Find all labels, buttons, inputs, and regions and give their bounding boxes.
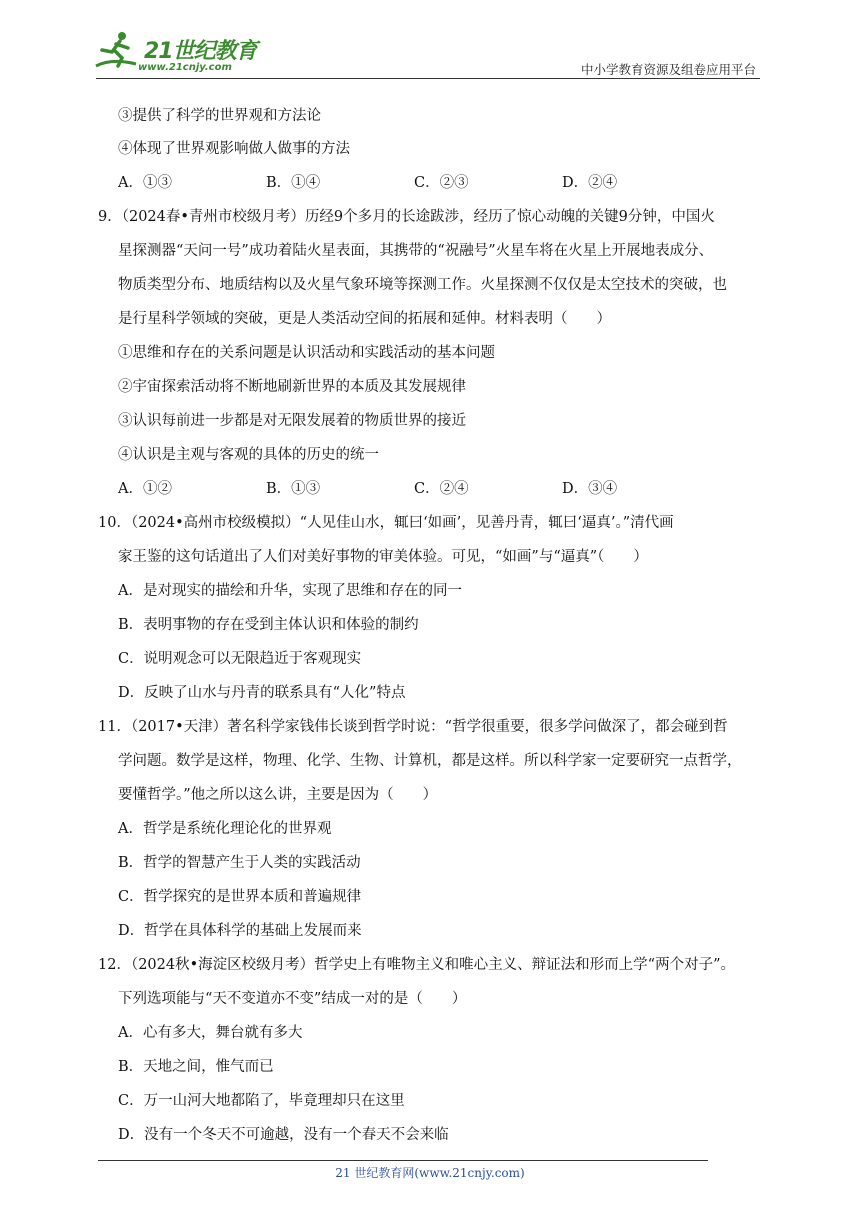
platform-title: 中小学教育资源及组卷应用平台 xyxy=(580,62,756,77)
option-d: D．②④ xyxy=(562,175,618,191)
option-d: D．③④ xyxy=(562,481,618,497)
statement-1: ①思维和存在的关系问题是认识活动和实践活动的基本问题 xyxy=(118,345,495,361)
option-b: B．①③ xyxy=(266,481,321,497)
footer-link[interactable]: 21 世纪教育网(www.21cnjy.com) xyxy=(335,1166,525,1180)
option-c: C．万一山河大地都陷了，毕竟理却只在这里 xyxy=(118,1093,405,1109)
text-line: ③提供了科学的世界观和方法论 xyxy=(118,108,321,124)
question-12-stem: 12．（2024秋•海淀区校级月考）哲学史上有唯物主义和唯心主义、辩证法和形而上学“两个对子”。 xyxy=(98,957,735,973)
question-10-stem: 10．（2024•高州市校级模拟）“人见佳山水，辄曰‘如画’，见善丹青，辄曰‘逼真’。”清代画 xyxy=(98,515,674,531)
text-line: 家王鉴的这句话道出了人们对美好事物的审美体验。可见，“如画”与“逼真”（ ） xyxy=(118,549,648,565)
header-divider xyxy=(96,78,760,79)
text-line: 物质类型分布、地质结构以及火星气象环境等探测工作。火星探测不仅仅是太空技术的突破，也 xyxy=(118,277,727,293)
statement-3: ③认识每前进一步都是对无限发展着的物质世界的接近 xyxy=(118,413,466,429)
option-b: B．天地之间，惟气而已 xyxy=(118,1059,274,1075)
option-c: C．②③ xyxy=(414,175,469,191)
option-a: A．①③ xyxy=(118,175,172,191)
option-a: A．哲学是系统化理论化的世界观 xyxy=(118,821,332,837)
text-line: 星探测器“天问一号”成功着陆火星表面，其携带的“祝融号”火星车将在火星上开展地表成分、 xyxy=(118,243,714,259)
text-line: 是行星科学领域的突破，更是人类活动空间的拓展和延伸。材料表明（ ） xyxy=(118,311,611,327)
text-line: 要懂哲学。”他之所以这么讲，主要是因为（ ） xyxy=(118,787,438,803)
option-b: B．表明事物的存在受到主体认识和体验的制约 xyxy=(118,617,419,633)
text-line: 学问题。数学是这样，物理、化学、生物、计算机，都是这样。所以科学家一定要研究一点哲学， xyxy=(118,753,742,769)
question-11-stem: 11．（2017•天津）著名科学家钱伟长谈到哲学时说：“哲学很重要，很多学问做深了，都会碰到哲 xyxy=(98,719,728,735)
option-b: B．①④ xyxy=(266,175,321,191)
site-logo xyxy=(92,28,262,78)
runner-logo-icon xyxy=(92,28,142,72)
option-d: D．哲学在具体科学的基础上发展而来 xyxy=(118,923,362,939)
logo-url: www.21cnjy.com xyxy=(138,62,232,73)
question-9-stem: 9．（2024春•青州市校级月考）历经9个多月的长途跋涉，经历了惊心动魄的关键9分钟，中国火 xyxy=(98,209,715,225)
option-a: A．①② xyxy=(118,481,172,497)
text-line: 下列选项能与“天不变道亦不变”结成一对的是（ ） xyxy=(118,991,467,1007)
option-d: D．反映了山水与丹青的联系具有“人化”特点 xyxy=(118,685,406,701)
statement-2: ②宇宙探索活动将不断地刷新世界的本质及其发展规律 xyxy=(118,379,466,395)
option-a: A．是对现实的描绘和升华，实现了思维和存在的同一 xyxy=(118,583,462,599)
option-d: D．没有一个冬天不可逾越，没有一个春天不会来临 xyxy=(118,1127,449,1143)
page-header xyxy=(0,0,860,80)
option-a: A．心有多大，舞台就有多大 xyxy=(118,1025,303,1041)
option-b: B．哲学的智慧产生于人类的实践活动 xyxy=(118,855,361,871)
logo-text: 21世纪教育 xyxy=(144,39,257,64)
text-line: ④体现了世界观影响做人做事的方法 xyxy=(118,141,350,157)
option-c: C．哲学探究的是世界本质和普遍规律 xyxy=(118,889,362,905)
option-c: C．说明观念可以无限趋近于客观现实 xyxy=(118,651,362,667)
option-c: C．②④ xyxy=(414,481,469,497)
statement-4: ④认识是主观与客观的具体的历史的统一 xyxy=(118,447,379,463)
footer-divider xyxy=(98,1160,708,1161)
